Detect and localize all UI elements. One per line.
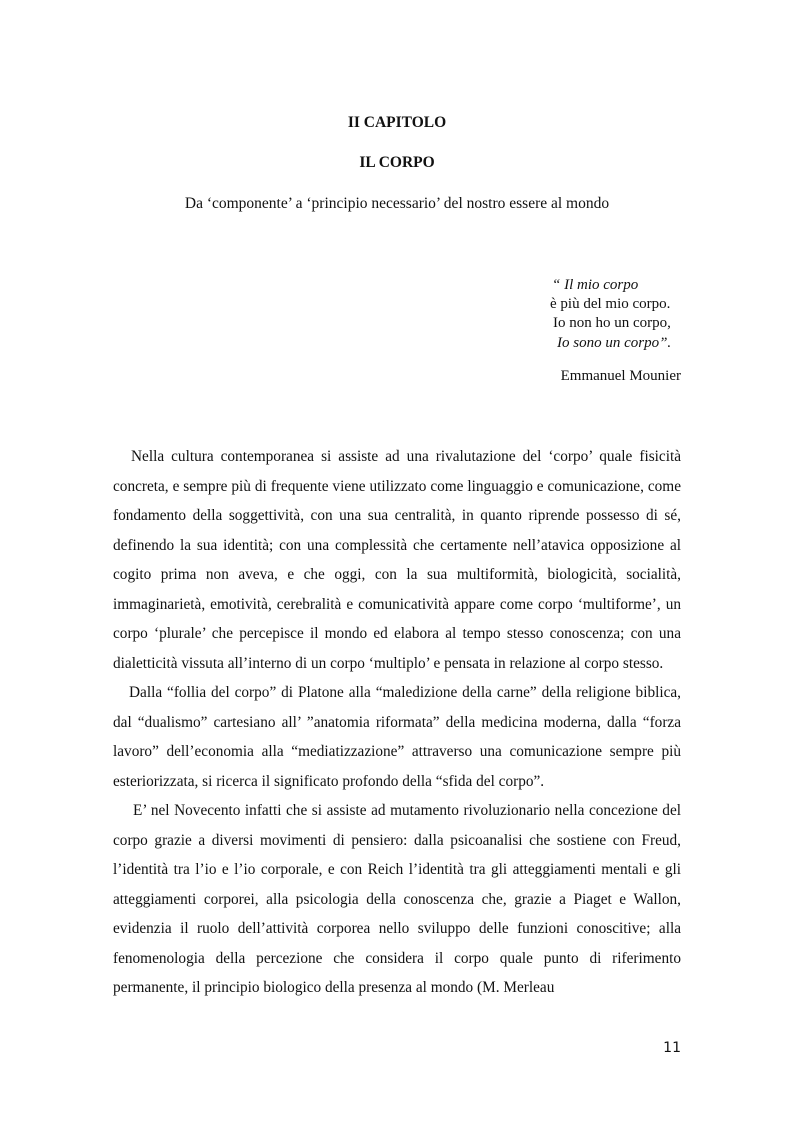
chapter-heading: II CAPITOLO <box>347 114 447 131</box>
epigraph-author: Emmanuel Mounier <box>560 368 681 384</box>
epigraph-line-4: Io sono un corpo”. <box>557 334 672 351</box>
epigraph-quote <box>540 276 681 353</box>
epigraph-line-3: Io non ho un corpo, <box>553 315 671 332</box>
body-paragraph-1: Nella cultura contemporanea si assiste ad una rivalutazione del ‘corpo’ quale fisicità concreta, e sempre più di frequente viene utilizzato come linguaggio e comunicazione, come fondamento della soggettività, con una sua centralità, in quanto riprende possesso di sé, definendo la sua identità; con una complessità che certamente nell’atavica opposizione al cogito prima non aveva, e che oggi, con la sua multiformità, biologicità, socialità, immaginarietà, emotività, cerebralità e comunicatività appare come corpo ‘multiforme’, un corpo ‘plurale’ che percepisce il mondo ed elabora al tempo stesso conoscenza; con una dialetticità vissuta all’interno di un corpo ‘multiplo’ e pensata in relazione al corpo stesso. <box>113 448 681 672</box>
body-paragraph-3: E’ nel Novecento infatti che si assiste ad mutamento rivoluzionario nella concezione del corpo grazie a diversi movimenti di pensiero: dalla psicoanalisi che sostiene con Freud, l’identità tra l’io e l’io corporale, e con Reich l’identità tra gli atteggiamenti mentali e gli atteggiamenti corporei, alla psicologia della conoscenza che, grazie a Piaget e Wallon, evidenzia il ruolo dell’attività corporea nello sviluppo delle funzioni conoscitive; alla fenomenologia della percezione che considera il corpo quale punto di riferimento permanente, il principio biologico della presenza al mondo (M. Merleau <box>113 802 681 996</box>
body-text <box>113 442 681 1003</box>
page-number: 11 <box>663 1040 681 1056</box>
chapter-title: IL CORPO <box>359 154 435 171</box>
epigraph-line-2: è più del mio corpo. <box>550 296 671 313</box>
epigraph-line-1: “ Il mio corpo <box>552 277 639 293</box>
body-paragraph-2: Dalla “follia del corpo” di Platone alla “maledizione della carne” della religione biblica, dal “dualismo” cartesiano all’ ”anatomia riformata” della medicina moderna, dalla “forza lavoro” dell’economia alla “mediatizzazione” attraverso una comunicazione sempre più esteriorizzata, si ricerca il significato profondo della “sfida del corpo”. <box>113 684 681 790</box>
chapter-subtitle: Da ‘componente’ a ‘principio necessario’ del nostro essere al mondo <box>184 195 610 212</box>
